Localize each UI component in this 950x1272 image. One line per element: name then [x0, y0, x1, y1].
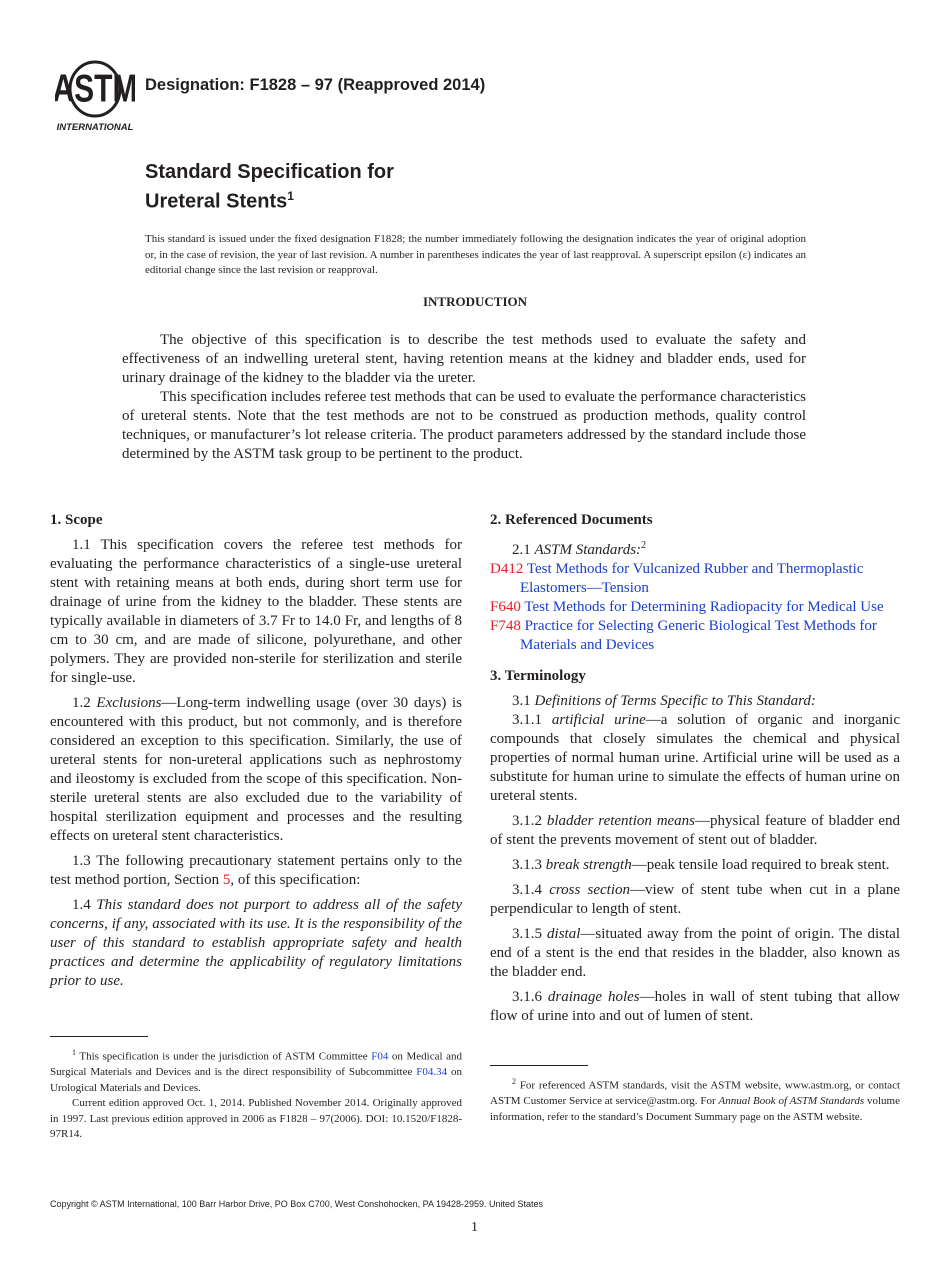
- subsection-label: Definitions of Terms Specific to This Standard:: [534, 693, 816, 709]
- para-text: —Long-term indwelling usage (over 30 days) is encountered with this product, but not commonly, and is therefore considered an exception to this specification. Similarly, the use of ureteral stents for non-ureteral applications such as nephrostomy and ileostomy is excluded from the scope of this specification. Non-sterile ureteral stents are also excluded due to the variability of hospital sterilization equipment and processes and the resulting effects on ureteral stent characteristics.: [50, 695, 463, 844]
- para-text: 1.3 The following precautionary statement pertains only to the test method portion, Section: [50, 853, 462, 888]
- svg-text:ASTM: ASTM: [55, 67, 135, 111]
- term-definition: [490, 881, 900, 919]
- footnote-text: For referenced ASTM standards, visit the ASTM website, www.astm.org, or contact ASTM Customer Service at service@astm.org. For: [490, 1079, 901, 1108]
- preamble: This standard is issued under the fixed designation F1828; the number immediately following the designation indicates the year of original adoption or, in the case of revision, the year of last revision. A number in parentheses indicates the year of last reapproval. A superscript epsilon (ε) indicates an editorial change since the last revision or reapproval.: [145, 233, 806, 276]
- para-num: 1.2: [72, 695, 91, 711]
- term-definition: [490, 812, 900, 850]
- paragraph-1-4: [50, 896, 462, 991]
- term: drainage holes: [547, 989, 640, 1005]
- term-definition: [490, 988, 900, 1026]
- paragraph-1-3: [50, 852, 462, 890]
- subsection-label: ASTM Standards:: [534, 542, 642, 558]
- left-column: [50, 511, 462, 997]
- para-num: 3.1.3: [512, 857, 542, 873]
- definition: —a solution of organic and inorganic compounds that closely simulates the chemical and physical properties of normal human urine. Artificial urine will be used as a substitute for human urine to simulate the effects of human urine on ureteral stents.: [490, 712, 901, 804]
- term-definition: [490, 856, 900, 875]
- paragraph-1-2: [50, 694, 462, 846]
- footnote-number: 2: [512, 1077, 516, 1086]
- title-line-1: Standard Specification for: [145, 161, 394, 183]
- footnote-divider: [50, 1036, 148, 1037]
- committee-link[interactable]: F04: [371, 1050, 389, 1063]
- astm-logo: [55, 60, 135, 132]
- page-title: [145, 160, 394, 214]
- reference-title-link[interactable]: Test Methods for Vulcanized Rubber and Thermoplastic Elastomers—Tension: [520, 561, 864, 596]
- intro-paragraph: This specification includes referee test methods that can be used to evaluate the performance characteristics of ureteral stents. Note that the test methods are not to be construed as production methods, quality control techniques, or manufacturer’s lot release criteria. The product parameters addressed by the standard include those determined by the ASTM task group to be pertinent to the product.: [122, 389, 806, 462]
- astm-logo-icon: [55, 60, 135, 132]
- page-number: 1: [471, 1220, 478, 1235]
- subcommittee-link[interactable]: F04.34: [416, 1066, 448, 1079]
- title-footnote-ref[interactable]: 1: [287, 189, 294, 203]
- section-heading-referenced-documents: 2. Referenced Documents: [490, 512, 653, 528]
- reference-code-link[interactable]: F748: [490, 618, 521, 634]
- para-num: 3.1.2: [512, 813, 542, 829]
- term: bladder retention means: [546, 813, 696, 829]
- footnote-1: [50, 1045, 462, 1143]
- term: Exclusions: [96, 695, 162, 711]
- section-heading-terminology: 3. Terminology: [490, 668, 586, 684]
- svg-text:INTERNATIONAL: INTERNATIONAL: [56, 122, 134, 132]
- paragraph-1-1: 1.1 This specification covers the referee test methods for evaluating the performance characteristics of a single-use ureteral stent with retaining means at both ends, during short term use for drainage of urine from the kidney to the bladder. These stents are typically available in diameters of 3.7 Fr to 14.0 Fr, and lengths of 8 cm to 30 cm, and are made of silicone, polyurethane, and other polymers. They are provided non-sterile for sterilization and sterile for single-use.: [50, 537, 462, 686]
- definition: —view of stent tube when cut in a plane perpendicular to length of stent.: [490, 882, 900, 917]
- reference-item: [490, 560, 900, 598]
- term: cross section: [549, 882, 630, 898]
- subsection-3-1: [490, 692, 900, 711]
- definition: —holes in wall of stent tubing that allow flow of urine into and out of lumen of stent.: [490, 989, 901, 1024]
- designation: Designation: F1828 – 97 (Reapproved 2014): [145, 76, 486, 94]
- section-5-link[interactable]: 5: [222, 872, 231, 888]
- footnote-text: [50, 1045, 462, 1096]
- introduction: [122, 331, 806, 464]
- definition: —situated away from the point of origin. The distal end of a stent is the end that resides in the bladder, also known as the bladder end.: [490, 926, 900, 980]
- para-num: 3.1.5: [512, 926, 542, 942]
- reference-item: [490, 617, 900, 655]
- para-text: , of this specification:: [230, 872, 361, 888]
- introduction-heading: INTRODUCTION: [422, 294, 527, 309]
- title-line-2: Ureteral Stents: [145, 190, 288, 213]
- subsection-2-1: [490, 536, 900, 560]
- reference-code-link[interactable]: D412: [490, 561, 524, 577]
- term: artificial urine: [551, 712, 646, 728]
- reference-code-link[interactable]: F640: [490, 599, 521, 615]
- para-num: 1.4: [72, 897, 91, 913]
- footnote-divider: [490, 1065, 588, 1066]
- footnote-2: [490, 1074, 900, 1125]
- reference-title-link[interactable]: Practice for Selecting Generic Biological Test Methods for Materials and Devices: [520, 618, 877, 653]
- right-column: [490, 511, 900, 1032]
- para-num: 2.1: [512, 542, 531, 558]
- section-heading-scope: 1. Scope: [50, 512, 103, 528]
- footnote-number: 1: [72, 1048, 76, 1057]
- term: distal: [547, 926, 581, 942]
- term-definition: [490, 925, 900, 982]
- footnote-ref[interactable]: 2: [641, 540, 647, 551]
- intro-paragraph: The objective of this specification is to describe the test methods used to evaluate the safety and effectiveness of an indwelling ureteral stent, having retention means at the kidney and bladder ends, used for urinary drainage of the kidney to the bladder via the ureter.: [122, 332, 806, 386]
- para-text: This standard does not purport to address all of the safety concerns, if any, associated with its use. It is the responsibility of the user of this standard to establish appropriate safety and health practices and determine the applicability of regulatory limitations prior to use.: [50, 897, 463, 989]
- term-definition: [490, 711, 900, 806]
- definition: —physical feature of bladder end of stent the prevents movement of stent out of bladder.: [490, 813, 901, 848]
- footnote-text: volume information, refer to the standard’s Document Summary page on the ASTM website.: [490, 1095, 900, 1123]
- copyright: Copyright © ASTM International, 100 Barr Harbor Drive, PO Box C700, West Conshohocken, PA 19428-2959. United States: [50, 1199, 544, 1209]
- para-num: 3.1.6: [512, 989, 542, 1005]
- para-num: 3.1.4: [512, 882, 542, 898]
- footnote-text: on Medical and Surgical Materials and Devices and is the direct responsibility of Subcommittee: [50, 1050, 462, 1079]
- footnote-edition-text: Current edition approved Oct. 1, 2014. Published November 2014. Originally approved in 1997. Last previous edition approved in 2006 as F1828 – 97(2006). DOI: 10.1520/F1828-97R14.: [50, 1097, 462, 1141]
- footnote-text: on Urological Materials and Devices.: [50, 1066, 463, 1094]
- reference-item: [490, 598, 900, 617]
- reference-title-link[interactable]: Test Methods for Determining Radiopacity for Medical Use: [524, 599, 884, 615]
- footnote-text: [490, 1074, 900, 1125]
- footnote-text: This specification is under the jurisdiction of ASTM Committee: [79, 1050, 372, 1063]
- footnote-italic: Annual Book of ASTM Standards: [718, 1095, 865, 1108]
- definition: —peak tensile load required to break stent.: [631, 857, 890, 873]
- para-num: 3.1: [512, 693, 531, 709]
- term: break strength: [545, 857, 632, 873]
- para-num: 3.1.1: [512, 712, 542, 728]
